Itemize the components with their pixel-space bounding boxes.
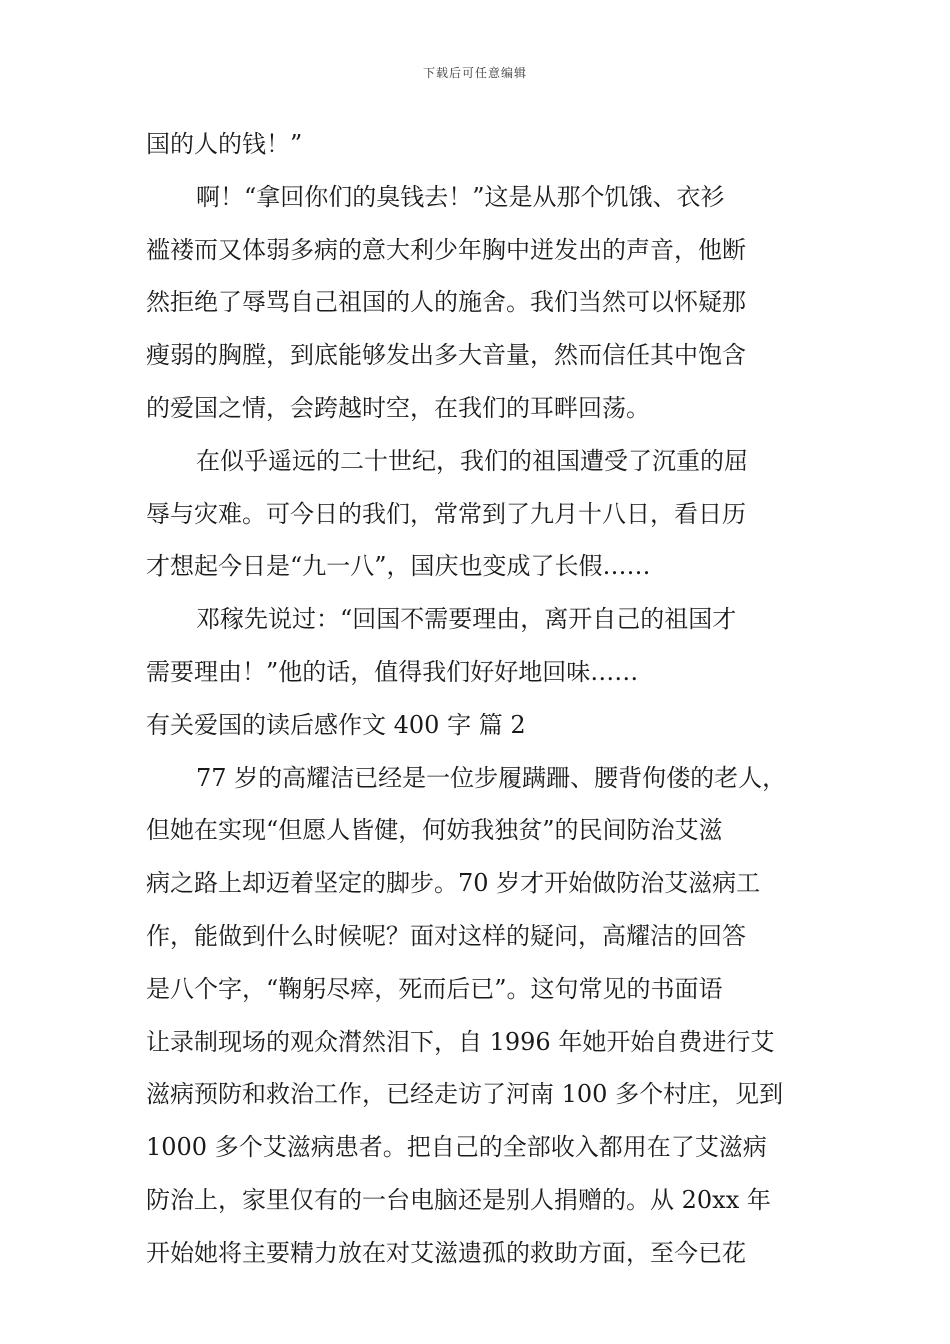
text-line: 然拒绝了辱骂自己祖国的人的施舍。我们当然可以怀疑那 (146, 288, 746, 317)
text-line: 开始她将主要精力放在对艾滋遗孤的救助方面，至今已花 (146, 1238, 746, 1267)
text-line: 77 岁的高耀洁已经是一位步履蹒跚、腰背佝偻的老人， (196, 763, 787, 792)
text-line: 国的人的钱！” (146, 130, 303, 158)
text-line: 瘦弱的胸膛，到底能够发出多大音量，然而信任其中饱含 (146, 341, 746, 370)
text-line: 褴褛而又体弱多病的意大利少年胸中迸发出的声音，他断 (146, 235, 746, 264)
text-line: 需要理由！”他的话，值得我们好好地回味…… (146, 657, 639, 686)
text-line: 防治上，家里仅有的一台电脑还是别人捐赠的。从 20xx 年 (146, 1185, 771, 1214)
text-line: 是八个字，“鞠躬尽瘁，死而后已”。这句常见的书面语 (146, 974, 723, 1003)
text-line: 才想起今日是“九一八”，国庆也变成了长假…… (146, 552, 651, 581)
text-line: 作，能做到什么时候呢？面对这样的疑问，高耀洁的回答 (146, 921, 746, 950)
text-line: 在似乎遥远的二十世纪，我们的祖国遭受了沉重的屈 (196, 446, 748, 475)
document-body (146, 118, 810, 1280)
text-line: 1000 多个艾滋病患者。把自己的全部收入都用在了艾滋病 (146, 1133, 767, 1162)
page-header-note: 下载后可任意编辑 (422, 66, 527, 80)
text-line: 让录制现场的观众潸然泪下，自 1996 年她开始自费进行艾 (146, 1027, 775, 1056)
text-line: 辱与灾难。可今日的我们，常常到了九月十八日，看日历 (146, 499, 746, 528)
text-line: 邓稼先说过：“回国不需要理由，离开自己的祖国才 (196, 605, 737, 634)
text-line: 但她在实现“但愿人皆健，何妨我独贫”的民间防治艾滋 (146, 816, 723, 845)
text-line: 的爱国之情，会跨越时空，在我们的耳畔回荡。 (146, 393, 650, 422)
section-heading: 有关爱国的读后感作文 400 字 篇 2 (146, 710, 526, 739)
text-line: 滋病预防和救治工作，已经走访了河南 100 多个村庄，见到 (146, 1080, 784, 1109)
text-line: 病之路上却迈着坚定的脚步。70 岁才开始做防治艾滋病工 (146, 869, 761, 898)
text-line: 啊！“拿回你们的臭钱去！”这是从那个饥饿、衣衫 (196, 182, 725, 211)
